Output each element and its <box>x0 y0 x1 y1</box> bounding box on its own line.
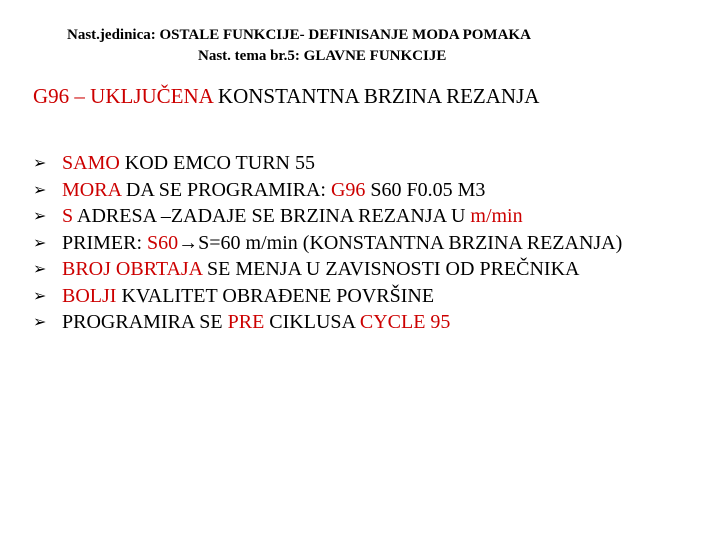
bullet-text-segment: CIKLUSA <box>264 311 360 333</box>
header-topic-line: Nast. tema br.5: GLAVNE FUNKCIJE <box>198 48 447 64</box>
bullet-text-segment: m/min <box>470 205 523 227</box>
arrow-bullet-icon: ➢ <box>33 312 47 331</box>
bullet-text-segment: KOD EMCO TURN 55 <box>119 152 315 174</box>
header-unit-line: Nast.jedinica: OSTALE FUNKCIJE- DEFINISANJE MODA POMAKA <box>67 27 531 43</box>
bullet-text-segment: S60 <box>147 231 179 254</box>
slide-title <box>33 83 539 109</box>
arrow-bullet-icon: ➢ <box>33 232 47 252</box>
bullet-item <box>33 203 693 230</box>
bullet-text-segment: →S=60 m/min (KONSTANTNA BRZINA REZANJA) <box>178 231 623 254</box>
bullet-item <box>33 283 693 310</box>
arrow-bullet-icon: ➢ <box>33 206 47 225</box>
title-highlight: G96 – UKLJUČENA <box>33 84 213 108</box>
bullet-text-segment: G96 <box>330 178 366 201</box>
bullet-text-segment: KVALITET OBRAĐENE POVRŠINE <box>116 284 435 307</box>
bullet-text-segment: MORA <box>62 178 121 201</box>
bullet-text-segment: ADRESA –ZADAJE SE BRZINA REZANJA U <box>73 205 471 227</box>
bullet-text-segment: SAMO <box>62 152 120 174</box>
bullet-list <box>33 150 693 336</box>
bullet-item <box>33 230 693 257</box>
bullet-text-segment: DA SE PROGRAMIRA: <box>120 178 331 201</box>
bullet-text-segment: BOLJI <box>62 284 117 307</box>
arrow-bullet-icon: ➢ <box>33 285 47 305</box>
bullet-text-segment: CYCLE 95 <box>359 311 451 333</box>
arrow-bullet-icon: ➢ <box>33 259 47 278</box>
bullet-text-segment: BROJ OBRTAJA <box>62 258 203 280</box>
arrow-bullet-icon: ➢ <box>33 179 47 199</box>
bullet-item <box>33 256 693 283</box>
bullet-item <box>33 150 693 177</box>
arrow-bullet-icon: ➢ <box>33 153 47 172</box>
bullet-item <box>33 309 693 336</box>
title-rest: KONSTANTNA BRZINA REZANJA <box>212 84 540 108</box>
bullet-item <box>33 177 693 204</box>
bullet-text-segment: PROGRAMIRA SE <box>62 311 228 333</box>
bullet-text-segment: PRIMER: <box>62 231 148 254</box>
bullet-text-segment: S60 F0.05 M3 <box>365 178 486 201</box>
bullet-text-segment: PRE <box>227 311 265 333</box>
bullet-text-segment: S <box>62 205 74 227</box>
bullet-text-segment: SE MENJA U ZAVISNOSTI OD PREČNIKA <box>202 258 580 280</box>
